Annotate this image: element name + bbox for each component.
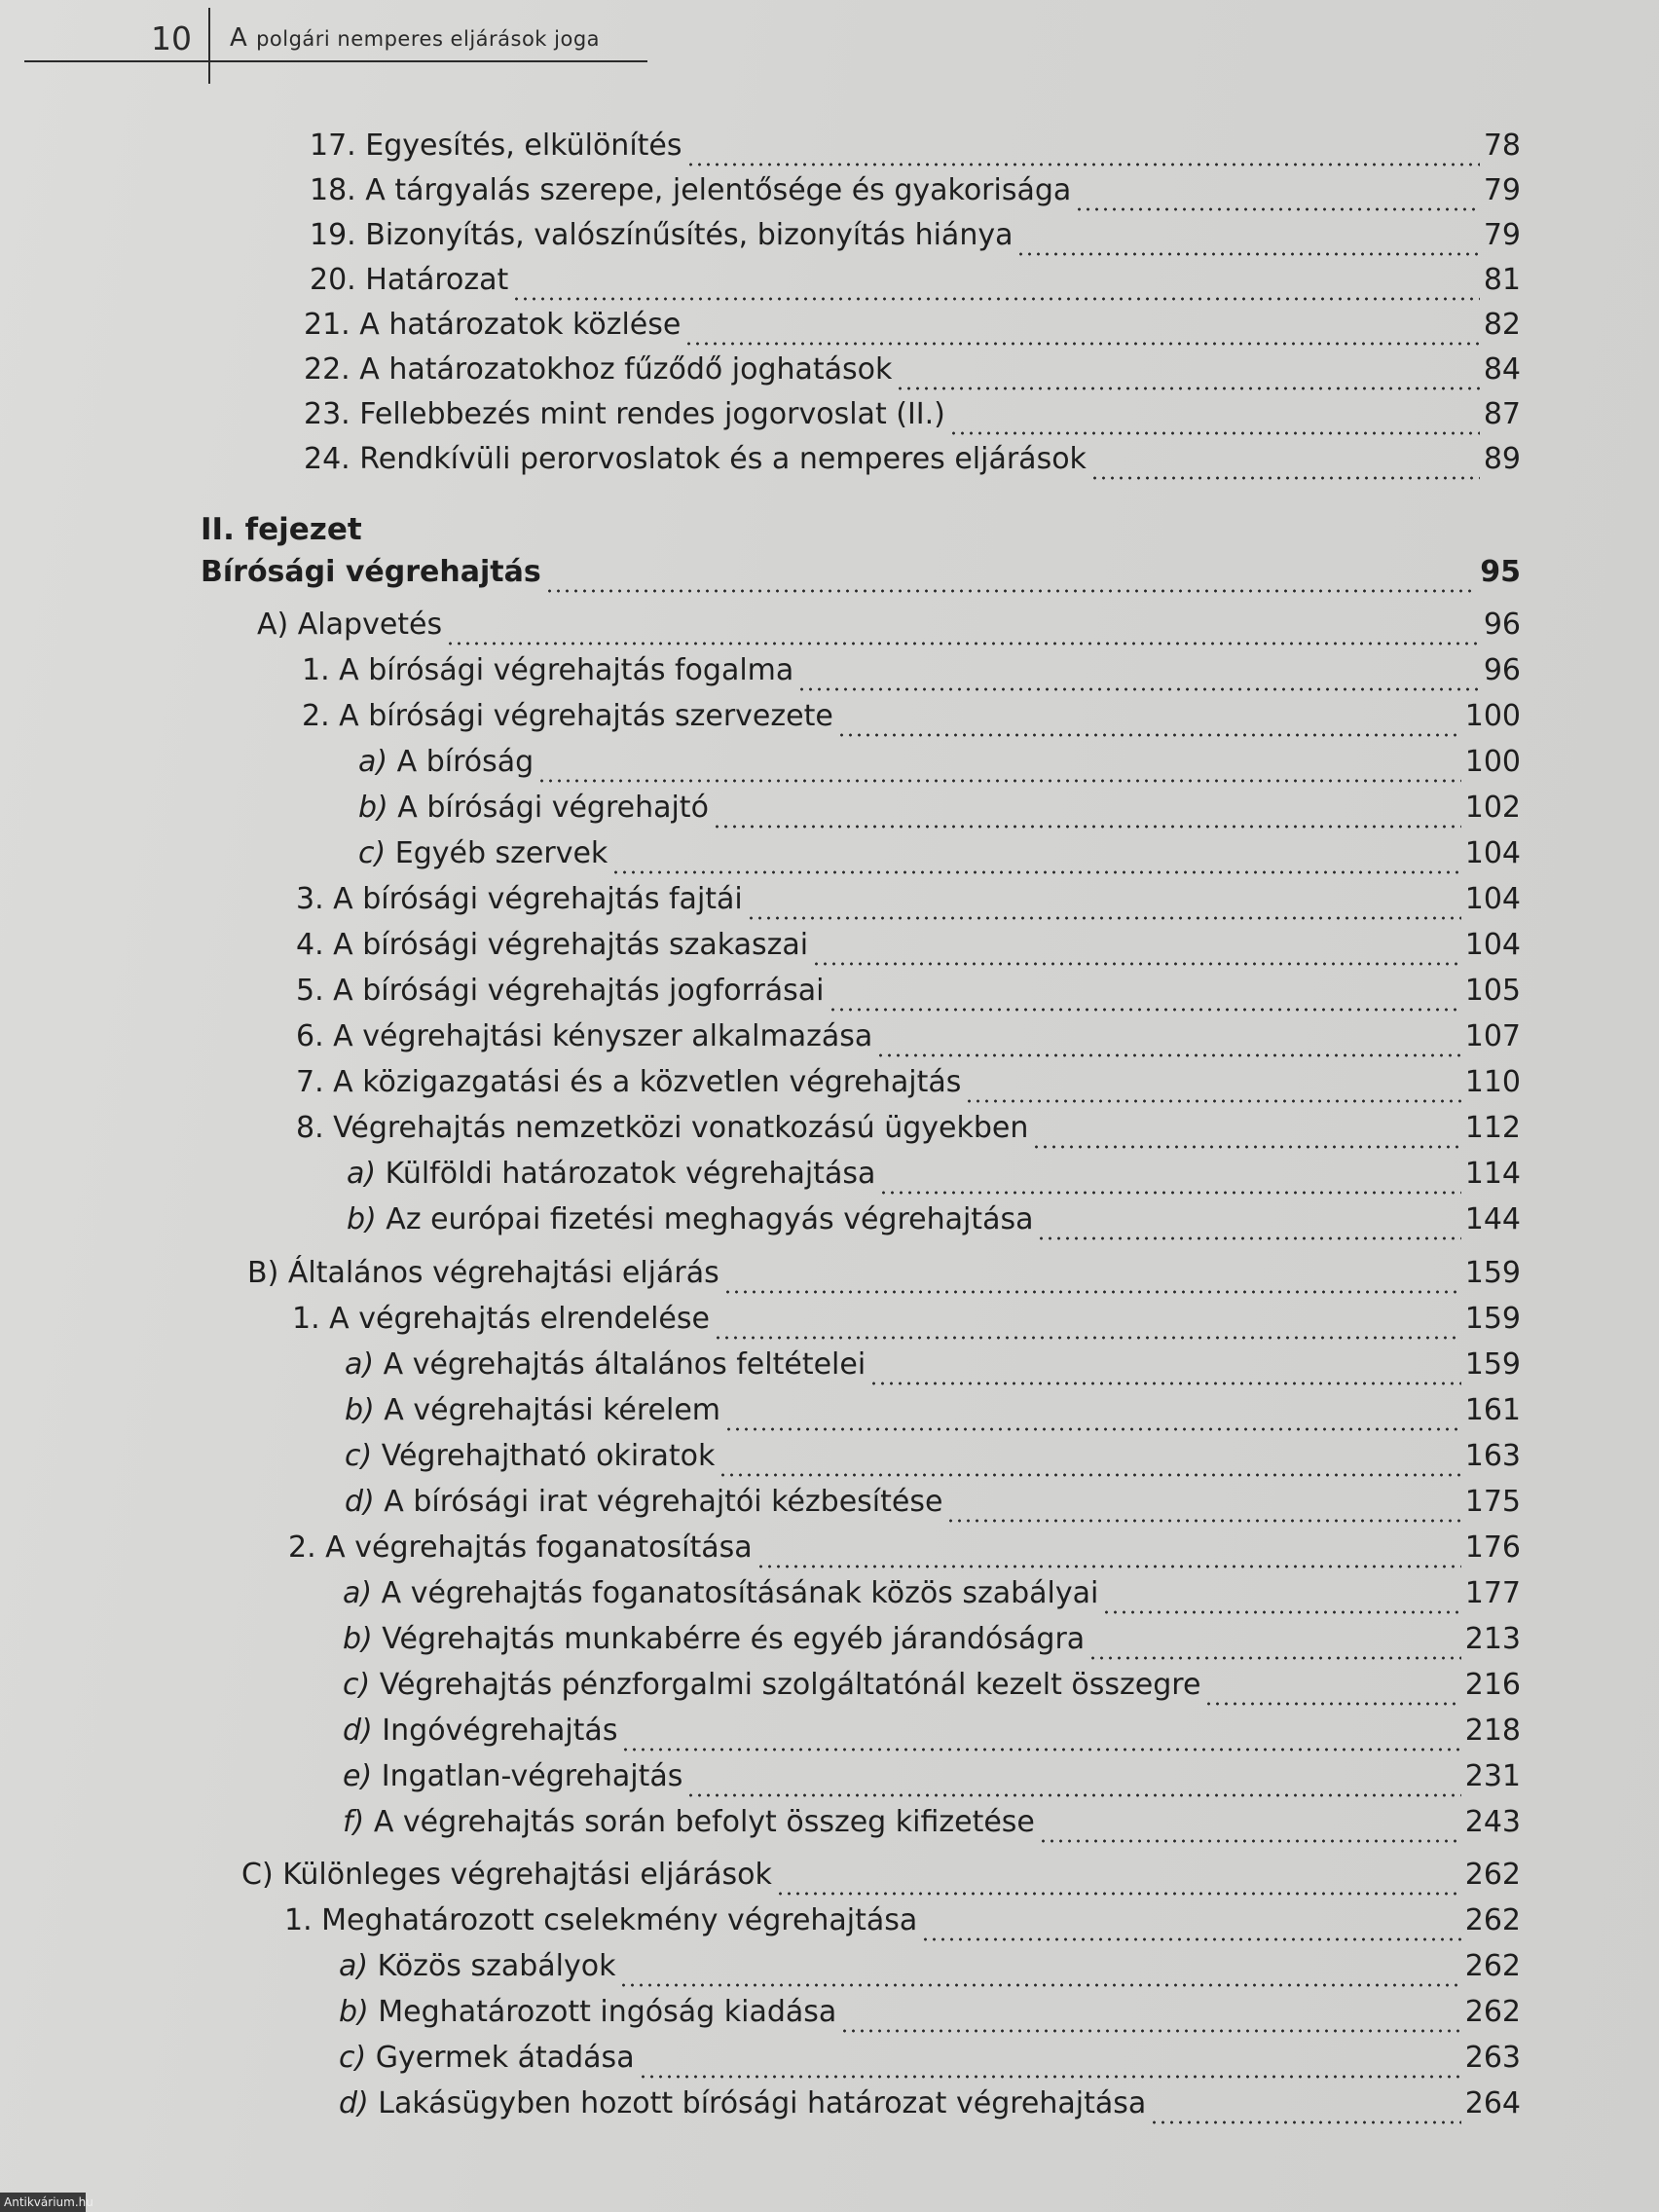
toc-entry-label	[201, 551, 541, 594]
toc-entry-number: 5.	[296, 974, 324, 1008]
toc-entry-label	[302, 695, 833, 738]
dot-leader	[1204, 1674, 1460, 1707]
toc-entry-label	[358, 787, 709, 830]
toc-entry-title: Bírósági végrehajtás	[201, 555, 541, 589]
toc-entry-page: 262	[1464, 1949, 1521, 1983]
toc-entry-number: d)	[339, 2086, 369, 2120]
toc-entry-page: 144	[1464, 1202, 1521, 1236]
toc-entry	[241, 1854, 1521, 1897]
toc-entry	[345, 1481, 1521, 1524]
dot-leader	[1039, 1811, 1461, 1844]
toc-entry	[288, 1527, 1521, 1569]
toc-entry-page: 84	[1483, 352, 1521, 387]
toc-entry	[343, 1664, 1521, 1707]
toc-entry-label	[339, 2037, 635, 2080]
toc-entry	[304, 304, 1521, 347]
toc-entry-label	[288, 1527, 753, 1569]
toc-entry-number: 23.	[304, 397, 350, 431]
toc-entry	[343, 1618, 1521, 1661]
toc-entry	[296, 1061, 1521, 1104]
toc-entry-title: A bírósági végrehajtás szakaszai	[333, 928, 809, 962]
toc-entry-label	[343, 1710, 617, 1752]
dot-leader	[829, 979, 1461, 1013]
toc-entry-label	[345, 1481, 942, 1524]
toc-entry	[302, 649, 1521, 692]
toc-entry-page: 104	[1464, 836, 1521, 870]
toc-entry-title: A közigazgatási és a közvetlen végrehajtás	[333, 1065, 962, 1099]
dot-leader	[946, 1491, 1460, 1524]
toc-entry-label	[343, 1618, 1085, 1661]
dot-leader	[684, 313, 1479, 347]
toc-entry-page: 159	[1464, 1347, 1521, 1382]
toc-entry	[310, 169, 1521, 212]
toc-entry-page: 216	[1464, 1668, 1521, 1702]
book-title: A polgári nemperes eljárások joga	[230, 23, 601, 53]
toc-entry-number: 18.	[310, 173, 356, 207]
toc-entry-number: 17.	[310, 129, 356, 163]
toc-entry-page: 112	[1464, 1111, 1521, 1145]
toc-entry-label	[310, 169, 1071, 212]
dot-leader	[776, 1863, 1461, 1897]
toc-entry-label	[241, 1854, 772, 1897]
toc-entry	[304, 393, 1521, 436]
toc-entry-page: 177	[1464, 1576, 1521, 1610]
toc-entry-number: 6.	[296, 1019, 324, 1053]
toc-entry-label	[304, 438, 1087, 481]
toc-entry	[302, 695, 1521, 738]
toc-entry-number: c)	[343, 1668, 371, 1702]
toc-entry-number: b)	[345, 1393, 375, 1427]
toc-entry-page: 176	[1464, 1530, 1521, 1565]
toc-entry-label	[296, 970, 825, 1013]
toc-entry-label	[304, 304, 681, 347]
toc-entry-title: Az európai fizetési meghagyás végrehajtása	[386, 1202, 1034, 1236]
toc-entry-page: 264	[1464, 2086, 1521, 2120]
toc-entry-number: b)	[347, 1202, 377, 1236]
toc-entry-title: Végrehajtható okiratok	[381, 1439, 716, 1473]
toc-entry-number: A)	[257, 608, 289, 642]
toc-entry-title: A bírósági végrehajtás fajtái	[333, 882, 743, 916]
toc-entry-label	[302, 649, 793, 692]
toc-entry-page: 163	[1464, 1439, 1521, 1473]
dot-leader	[1075, 179, 1480, 212]
toc-entry-title: A bírósági végrehajtás szervezete	[339, 699, 833, 733]
toc-entry	[284, 1899, 1521, 1942]
toc-entry-number: 19.	[310, 218, 356, 252]
toc-entry-label	[345, 1344, 866, 1386]
toc-entry-title: A határozatok közlése	[359, 308, 682, 342]
toc-entry-number: a)	[345, 1347, 375, 1382]
toc-entry	[304, 438, 1521, 481]
toc-entry-page: 243	[1464, 1805, 1521, 1839]
toc-entry-number: 2.	[302, 699, 330, 733]
toc-entry-number: d)	[345, 1485, 375, 1519]
dot-leader	[1102, 1582, 1460, 1615]
toc-entry-label	[343, 1801, 1035, 1844]
toc-entry-label	[339, 1991, 836, 2034]
toc-entry-page: 262	[1464, 1903, 1521, 1937]
toc-entry-label	[257, 604, 442, 646]
toc-entry-title: Végrehajtás munkabérre és egyéb járandóságra	[382, 1622, 1086, 1656]
toc-entry-label	[292, 1298, 710, 1341]
toc-entry-title: A végrehajtás elrendelése	[329, 1302, 710, 1336]
toc-entry-page: 89	[1483, 442, 1521, 476]
dot-leader	[876, 1025, 1460, 1058]
dot-leader	[537, 751, 1461, 784]
toc-entry-number: a)	[343, 1576, 373, 1610]
toc-entry-label	[339, 1945, 615, 1988]
toc-entry-label	[310, 214, 1013, 257]
toc-entry-title: Meghatározott ingóság kiadása	[378, 1995, 837, 2029]
toc-entry-page: 102	[1464, 791, 1521, 825]
toc-entry-label	[358, 741, 534, 784]
toc-entry-number: 20.	[310, 263, 356, 297]
dot-leader	[1037, 1208, 1460, 1241]
toc-entry-number: 21.	[304, 308, 350, 342]
toc-entry-page: 213	[1464, 1622, 1521, 1656]
dot-leader	[756, 1536, 1461, 1569]
toc-entry-number: a)	[339, 1949, 369, 1983]
toc-entry-page: 104	[1464, 882, 1521, 916]
toc-entry-number: 1.	[292, 1302, 320, 1336]
toc-entry-page: 81	[1483, 263, 1521, 297]
toc-entry	[304, 349, 1521, 391]
toc-entry-title: Gyermek átadása	[375, 2041, 635, 2075]
toc-entry-title: Egyesítés, elkülönítés	[365, 129, 682, 163]
toc-entry-page: 231	[1464, 1759, 1521, 1793]
toc-entry-page: 96	[1483, 608, 1521, 642]
watermark: Antikvárium.hu	[0, 2193, 86, 2212]
toc-entry-number: 1.	[284, 1903, 313, 1937]
toc-entry-title: A végrehajtási kényszer alkalmazása	[333, 1019, 873, 1053]
toc-entry-page: 100	[1464, 699, 1521, 733]
dot-leader	[1150, 2092, 1460, 2125]
chapter-label: II. fejezet	[201, 512, 362, 547]
toc-entry-number: d)	[343, 1714, 373, 1748]
toc-entry-title: Bizonyítás, valószínűsítés, bizonyítás hiánya	[365, 218, 1014, 252]
toc-entry	[347, 1153, 1521, 1196]
toc-entry	[296, 970, 1521, 1013]
toc-entry	[343, 1755, 1521, 1798]
toc-entry-number: b)	[343, 1622, 373, 1656]
dot-leader	[714, 1308, 1461, 1341]
dot-leader	[1088, 1628, 1461, 1661]
toc-entry	[343, 1710, 1521, 1752]
toc-entry	[358, 787, 1521, 830]
toc-entry	[343, 1572, 1521, 1615]
toc-entry	[347, 1198, 1521, 1241]
toc-entry-page: 82	[1483, 308, 1521, 342]
toc-entry-title: Rendkívüli perorvoslatok és a nemperes eljárások	[359, 442, 1087, 476]
toc-entry-title: A végrehajtás foganatosítása	[325, 1530, 753, 1565]
dot-leader	[879, 1162, 1460, 1196]
toc-entry-page: 159	[1464, 1256, 1521, 1290]
toc-entry-title: A végrehajtás során befolyt összeg kifizetése	[373, 1805, 1035, 1839]
toc-entry	[339, 1991, 1521, 2034]
dot-leader	[1032, 1117, 1460, 1150]
toc-entry-title: A határozatokhoz fűződő joghatások	[359, 352, 893, 387]
dot-leader	[723, 1262, 1461, 1295]
toc-entry	[296, 924, 1521, 967]
toc-entry-label	[345, 1435, 715, 1478]
dot-leader	[837, 705, 1461, 738]
toc-entry	[257, 604, 1521, 646]
dot-leader	[719, 1445, 1460, 1478]
toc-entry-page: 161	[1464, 1393, 1521, 1427]
dot-leader	[686, 134, 1480, 167]
dot-leader	[840, 2001, 1460, 2034]
toc-entry-number: a)	[358, 745, 388, 779]
toc-entry-title: Fellebbezés mint rendes jogorvoslat (II.)	[359, 397, 945, 431]
dot-leader	[1090, 448, 1480, 481]
toc-entry-number: b)	[339, 1995, 369, 2029]
toc-entry-number: c)	[358, 836, 387, 870]
toc-entry	[310, 125, 1521, 167]
toc-entry-label	[296, 878, 743, 921]
dot-leader	[965, 1071, 1460, 1104]
toc-entry-title: A bírósági végrehajtás fogalma	[339, 653, 794, 687]
toc-entry-label	[296, 1107, 1028, 1150]
dot-leader	[747, 888, 1461, 921]
toc-entry	[358, 741, 1521, 784]
toc-entry-label	[358, 832, 608, 875]
toc-entry	[296, 1107, 1521, 1150]
toc-entry-number: 2.	[288, 1530, 316, 1565]
toc-entry-title: Ingatlan-végrehajtás	[381, 1759, 683, 1793]
toc-entry-title: Külföldi határozatok végrehajtása	[385, 1157, 876, 1191]
toc-entry-number: 1.	[302, 653, 330, 687]
toc-entry	[339, 2037, 1521, 2080]
toc-entry-label	[343, 1664, 1200, 1707]
toc-entry-page: 263	[1464, 2041, 1521, 2075]
toc-entry-title: A végrehajtási kérelem	[384, 1393, 721, 1427]
dot-leader	[621, 1719, 1460, 1752]
toc-entry-number: 7.	[296, 1065, 324, 1099]
toc-entry-page: 79	[1483, 218, 1521, 252]
toc-entry-number: 24.	[304, 442, 350, 476]
toc-entry-title: Végrehajtás pénzforgalmi szolgáltatónál kezelt összegre	[379, 1668, 1201, 1702]
toc-entry-page: 110	[1464, 1065, 1521, 1099]
toc-entry-label	[296, 1015, 872, 1058]
toc-entry-number: 8.	[296, 1111, 324, 1145]
toc-entry-number: c)	[339, 2041, 367, 2075]
toc-entry-number: C)	[241, 1858, 274, 1892]
toc-entry	[201, 551, 1521, 594]
toc-entry-number: B)	[247, 1256, 279, 1290]
toc-entry	[358, 832, 1521, 875]
dot-leader	[619, 1955, 1460, 1988]
toc-entry	[345, 1344, 1521, 1386]
dot-leader	[797, 659, 1480, 692]
toc-entry-label	[345, 1389, 720, 1432]
toc-entry-title: A végrehajtás foganatosításának közös szabályai	[381, 1576, 1099, 1610]
toc-entry-page: 114	[1464, 1157, 1521, 1191]
toc-entry-title: Közös szabályok	[377, 1949, 616, 1983]
toc-entry-page: 87	[1483, 397, 1521, 431]
toc-entry-label	[347, 1198, 1033, 1241]
toc-entry-number: 4.	[296, 928, 324, 962]
toc-entry-title: Ingóvégrehajtás	[382, 1714, 618, 1748]
toc-entry-number: f)	[343, 1805, 365, 1839]
toc-entry-page: 262	[1464, 1995, 1521, 2029]
toc-entry-page: 104	[1464, 928, 1521, 962]
toc-entry-title: A tárgyalás szerepe, jelentősége és gyakorisága	[365, 173, 1072, 207]
toc-entry-title: Alapvetés	[297, 608, 443, 642]
toc-entry-number: 22.	[304, 352, 350, 387]
toc-entry	[310, 259, 1521, 302]
toc-entry-label	[343, 1572, 1098, 1615]
dot-leader	[1016, 224, 1479, 257]
toc-entry	[247, 1252, 1521, 1295]
toc-entry-page: 100	[1464, 745, 1521, 779]
toc-entry-title: Meghatározott cselekmény végrehajtása	[321, 1903, 918, 1937]
toc-entry-label	[343, 1755, 682, 1798]
dot-leader	[869, 1353, 1461, 1386]
toc-entry-label	[304, 349, 892, 391]
toc-entry	[339, 2083, 1521, 2125]
toc-entry-title: A bírósági végrehajtó	[397, 791, 709, 825]
toc-entry-page: 175	[1464, 1485, 1521, 1519]
dot-leader	[921, 1909, 1460, 1942]
dot-leader	[611, 842, 1460, 875]
toc-entry-number: c)	[345, 1439, 373, 1473]
toc-entry	[296, 1015, 1521, 1058]
toc-entry-label	[296, 1061, 961, 1104]
toc-entry-title: Egyéb szervek	[394, 836, 608, 870]
toc-entry	[345, 1435, 1521, 1478]
dot-leader	[949, 403, 1480, 436]
dot-leader	[713, 796, 1461, 830]
dot-leader	[446, 613, 1480, 646]
toc-entry-title: A bírósági végrehajtás jogforrásai	[333, 974, 825, 1008]
toc-entry	[339, 1945, 1521, 1988]
page-number: 10	[151, 19, 192, 57]
toc-entry-title: A bíróság	[396, 745, 535, 779]
toc-entry-label	[247, 1252, 719, 1295]
toc-entry-label	[347, 1153, 875, 1196]
toc-entry-page: 218	[1464, 1714, 1521, 1748]
dot-leader	[639, 2046, 1461, 2080]
toc-entry-title: Különleges végrehajtási eljárások	[282, 1858, 772, 1892]
toc-entry-page: 79	[1483, 173, 1521, 207]
toc-entry	[345, 1389, 1521, 1432]
toc-entry-title: A végrehajtás általános feltételei	[383, 1347, 866, 1382]
toc-entry-page: 262	[1464, 1858, 1521, 1892]
dot-leader	[724, 1399, 1461, 1432]
toc-entry-label	[310, 125, 682, 167]
toc-entry-label	[310, 259, 508, 302]
toc-entry	[310, 214, 1521, 257]
toc-entry-number: a)	[347, 1157, 377, 1191]
toc-entry-title: Végrehajtás nemzetközi vonatkozású ügyekben	[333, 1111, 1029, 1145]
toc-entry-label	[304, 393, 945, 436]
toc-entry	[343, 1801, 1521, 1844]
toc-entry-page: 159	[1464, 1302, 1521, 1336]
toc-entry-label	[339, 2083, 1146, 2125]
dot-leader	[545, 561, 1477, 594]
toc-entry-page: 78	[1483, 129, 1521, 163]
toc-entry-label	[296, 924, 808, 967]
dot-leader	[896, 358, 1479, 391]
dot-leader	[686, 1765, 1460, 1798]
toc-entry-title: Lakásügyben hozott bírósági határozat végrehajtása	[378, 2086, 1147, 2120]
toc-entry-title: A bírósági irat végrehajtói kézbesítése	[384, 1485, 943, 1519]
dot-leader	[812, 934, 1461, 967]
toc-entry-page: 95	[1480, 555, 1521, 589]
toc-entry-number: b)	[358, 791, 388, 825]
toc-entry-number: 3.	[296, 882, 324, 916]
toc-entry-label	[284, 1899, 917, 1942]
toc-entry-title: Határozat	[365, 263, 509, 297]
toc-entry	[292, 1298, 1521, 1341]
dot-leader	[512, 269, 1480, 302]
toc-entry-page: 105	[1464, 974, 1521, 1008]
toc-entry	[296, 878, 1521, 921]
toc-entry-page: 107	[1464, 1019, 1521, 1053]
toc-entry-number: e)	[343, 1759, 373, 1793]
toc-entry-title: Általános végrehajtási eljárás	[287, 1256, 719, 1290]
toc-entry-page: 96	[1483, 653, 1521, 687]
